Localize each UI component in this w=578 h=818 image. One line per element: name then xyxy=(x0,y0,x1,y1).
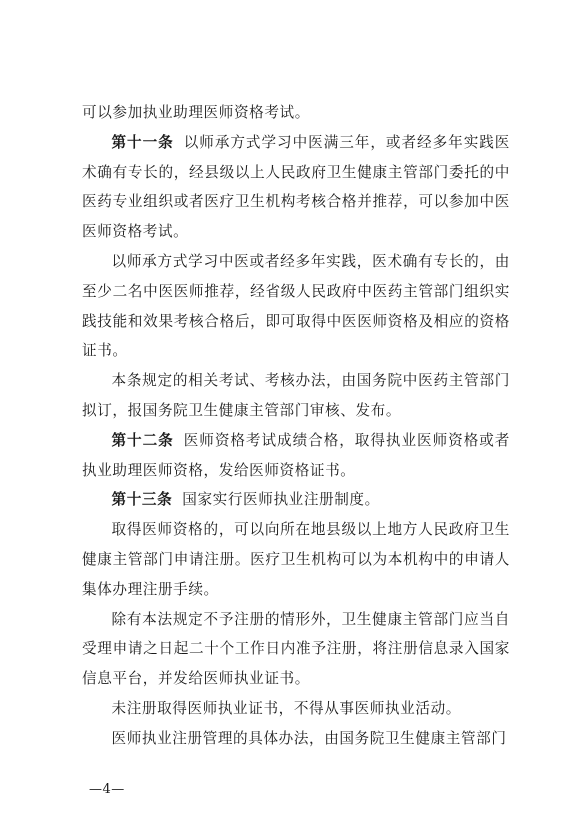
paragraph-text: 本条规定的相关考试、考核办法，由国务院中医药主管部门拟订，报国务院卫生健康主管部门审核、发布。 xyxy=(82,372,510,419)
paragraph-text: 医师执业注册管理的具体办法，由国务院卫生健康主管部门 xyxy=(111,729,507,747)
paragraph-text: 取得医师资格的，可以向所在地县级以上地方人民政府卫生健康主管部门申请注册。医疗卫生机构可以为本机构中的申请人集体办理注册手续。 xyxy=(82,521,510,598)
paragraph-continuation xyxy=(82,98,510,128)
paragraph-text: 除有本法规定不予注册的情形外，卫生健康主管部门应当自受理申请之日起二十个工作日内准予注册，将注册信息录入国家信息平台，并发给医师执业证书。 xyxy=(82,610,510,688)
article-13-paragraph-3 xyxy=(82,605,510,694)
article-11-paragraph xyxy=(82,128,510,247)
article-12-paragraph xyxy=(82,426,510,486)
page-number: —4— xyxy=(89,782,125,797)
paragraph-text: 未注册取得医师执业证书，不得从事医师执业活动。 xyxy=(111,699,461,717)
article-heading: 第十三条 xyxy=(111,491,173,509)
paragraph-text: 医师资格考试成绩合格，取得执业医师资格或者执业助理医师资格，发给医师资格证书。 xyxy=(82,431,510,479)
paragraph-text: 可以参加执业助理医师资格考试。 xyxy=(82,104,310,121)
article-13-paragraph-5 xyxy=(82,724,510,754)
paragraph-text: 国家实行医师执业注册制度。 xyxy=(182,491,380,509)
article-13-paragraph-2 xyxy=(82,515,510,604)
article-heading: 第十一条 xyxy=(111,133,174,151)
article-11-paragraph-3 xyxy=(82,366,510,426)
article-13-paragraph xyxy=(82,485,510,515)
document-body xyxy=(82,98,510,754)
article-13-paragraph-4 xyxy=(82,694,510,724)
article-11-paragraph-2 xyxy=(82,247,510,366)
paragraph-text: 以师承方式学习中医满三年，或者经多年实践医术确有专长的，经县级以上人民政府卫生健康主管部门委托的中医药专业组织或者医疗卫生机构考核合格并推荐，可以参加中医医师资格考试。 xyxy=(82,133,510,241)
article-heading: 第十二条 xyxy=(111,431,174,449)
paragraph-text: 以师承方式学习中医或者经多年实践，医术确有专长的，由至少二名中医医师推荐，经省级人民政府中医药主管部门组织实践技能和效果考核合格后，即可取得中医医师资格及相应的资格证书。 xyxy=(82,252,510,360)
